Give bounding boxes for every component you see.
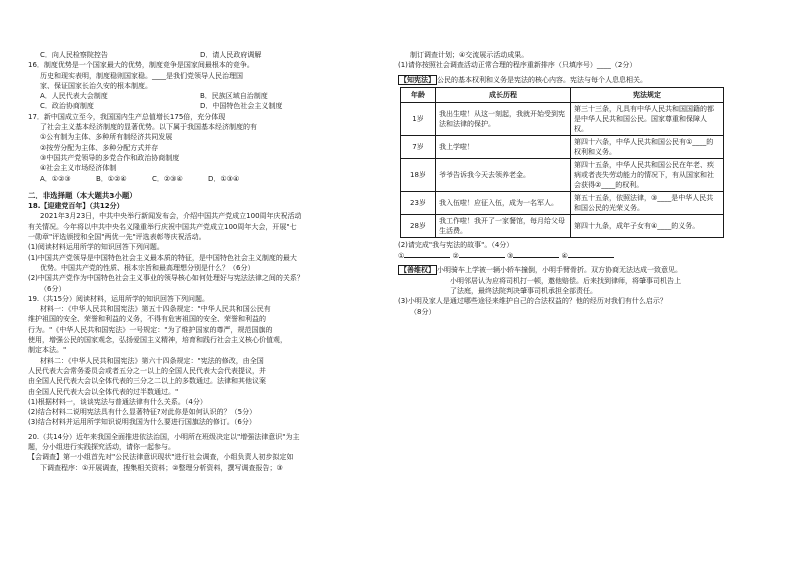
constitution-table (400, 87, 724, 238)
header-experience: 成长历程 (436, 87, 571, 102)
q16-option-c: C．政治协商制度 (40, 102, 94, 111)
q17-option-b: B．①②④ (96, 174, 127, 183)
table-row (401, 191, 724, 214)
right-column (398, 50, 764, 317)
q20-part3-score: （8分） (410, 307, 436, 316)
q17-line: 了社会主义基本经济制度的显著优势。以下属于我国基本经济制度的有 (40, 123, 257, 132)
q17-options (28, 174, 380, 184)
q19-line: 由全国人民代表大会以全体代表的三分之二以上的多数通过。法律和其他议案 (28, 377, 266, 386)
q20-line: 20.（共14分）近年来我国全面推进依法治国，小明所在班级决定以"增强法律意识"为主 (28, 432, 300, 441)
q19-line: 行为。"《中华人民共和国宪法》一号规定："为了维护国家的尊严，规范国旗的 (28, 325, 273, 334)
q16-line: 历史和现实表明，制度稳则国家稳。____是我们党领导人民治理国 (40, 71, 243, 80)
table-row (401, 135, 724, 158)
q16-option-d: D．中国特色社会主义制度 (200, 102, 283, 111)
q16-options (28, 91, 380, 101)
q20-part2-blanks (398, 250, 764, 261)
q20-part1: (1)请你按照社会调查活动正常合理的程序重新排序（只填序号）____（2分） (398, 61, 637, 70)
q20-line: 下调查程序：①开展调查，搜集相关资料；②整理分析资料，撰写调查报告；③ (40, 463, 283, 472)
blank-label: ④ (561, 252, 568, 261)
q17-line: ③中国共产党领导的多党合作和政治协商制度 (40, 153, 180, 162)
section-title: 二．非选择题（本大题共3小题） (28, 190, 137, 200)
zhixian-tag: 【知宪法】 (400, 75, 435, 84)
weiquan-line: 了法庭，最终法院判决肇事司机承担全部责任。 (450, 287, 597, 296)
q17-line: ②按劳分配为主体、多种分配方式并存 (40, 143, 159, 152)
q16-options (28, 101, 380, 111)
header-age: 年龄 (401, 87, 436, 102)
row-age: 1岁 (401, 102, 436, 135)
row-experience: 我工作啦！我开了一家餐馆，每月给父母生活费。 (436, 214, 571, 237)
q19-question: (2)结合材料二说明宪法具有什么显著特征?对此你是如何认识的？（5分） (28, 408, 257, 417)
q19-line: 材料二：《中华人民共和国宪法》第六十四条规定："宪法的修改，由全国 (40, 356, 264, 365)
row-experience: 我入伍啦！应征入伍，成为一名军人。 (436, 191, 571, 214)
q19-line: 由全国人民代表大会以全体代表的过半数通过。" (28, 387, 179, 396)
q17-option-d: D．①③④ (208, 174, 240, 183)
q16-line: 家、保证国家长治久安的根本制度。 (40, 81, 152, 90)
q15-option-d: D．请人民政府调解 (200, 51, 262, 59)
q17-line: ①公有制为主体、多种所有制经济共同发展 (40, 133, 173, 142)
table-row (401, 214, 724, 237)
row-experience: 爷爷告诉我今天去领养老金。 (436, 158, 571, 191)
q20-line: 题，分小组进行实践探究活动，请你一起参与。 (28, 442, 175, 451)
q15-options (28, 50, 380, 60)
q19-line: 维护祖国的安全、荣誉和利益的义务，不得有危害祖国的安全、荣誉和利益的 (28, 315, 266, 324)
table-row (401, 158, 724, 191)
row-law: 第三十三条，凡具有中华人民共和国国籍的都是中华人民共和国公民。国家尊重和保障人权。 (571, 102, 724, 135)
answer-blank[interactable] (513, 250, 559, 258)
q16-option-a: A．人民代表大会制度 (40, 92, 108, 101)
row-experience: 我上学啦！ (436, 135, 571, 158)
q19-question: (1)根据材料一，谈谈宪法与普通法律有什么关系。（4分） (28, 397, 207, 406)
q19-line: 材料一：《中华人民共和国宪法》第五十四条规定："中华人民共和国公民有 (40, 305, 271, 314)
weiquan-tag: 【善维权】 (400, 266, 435, 275)
q17-line: ④社会主义市场经济体制 (40, 164, 117, 173)
zhixian-intro (398, 75, 764, 85)
row-law: 第四十九条，成年子女有④____的义务。 (571, 214, 724, 237)
q18-line: (1)中国共产党领导是中国特色社会主义最本质的特征，是中国特色社会主义制度的最大 (28, 253, 297, 262)
row-experience: 我出生啦！从这一刻起，我就开始受到宪法和法律的保护。 (436, 102, 571, 135)
q16-line: 16．制度优势是一个国家最大的优势，制度竞争是国家间最根本的竞争。 (28, 61, 254, 70)
q19-question: (3)结合材料并运用所学知识说明我国为什么要进行国旗法的修订。（6分） (28, 418, 256, 427)
q18-line: 一勋章"评选颁授和全国"两优一先"评选表彰等庆祝活动。 (28, 233, 206, 242)
q18-line: 有关情况。今年将以中共中央名义隆重举行庆祝中国共产党成立100周年大会，开展"七 (28, 222, 297, 231)
q18-line: （6分） (40, 284, 66, 293)
table-header-row (401, 87, 724, 102)
q17-line: 17．新中国成立至今，我国国内生产总值增长175倍，充分体现 (28, 112, 226, 121)
answer-blank[interactable] (568, 250, 614, 258)
blank-label: ② (452, 252, 459, 261)
row-age: 7岁 (401, 135, 436, 158)
row-law: 第五十五条，依照法律，③____是中华人民共和国公民的光荣义务。 (571, 191, 724, 214)
q20-part3: (3)小明及家人是通过哪些途径来维护自己的合法权益的？他的经历对我们有什么启示？ (398, 297, 667, 306)
q16-option-b: B．民族区域自治制度 (200, 92, 268, 101)
q17-option-a: A．①②③ (40, 174, 71, 183)
q19-line: 制定本法。" (28, 346, 67, 355)
weiquan-line: 小明邻居认为应将司机打一顿，邀他赔偿。后来找到律师，将肇事司机告上 (450, 276, 681, 285)
row-law: 第四十五条，中华人民共和国公民在年老、疾病或者丧失劳动能力的情况下，有从国家和社会获得②____的权利。 (571, 158, 724, 191)
row-law: 第四十六条，中华人民共和国公民有①____的权利和义务。 (571, 135, 724, 158)
row-age: 18岁 (401, 158, 436, 191)
header-law: 宪法规定 (571, 87, 724, 102)
q18-line: (1)阅读材料运用所学的知识回答下列问题。 (28, 243, 164, 252)
answer-blank[interactable] (404, 250, 450, 258)
q19-head: 19.（共15分）阅读材料，运用所学的知识回答下列问题。 (28, 294, 210, 303)
q18-head: 18.【迎建党百年】（共12分） (28, 202, 124, 211)
q20-part2: (2)请完成"我与宪法的故事"。（4分） (398, 240, 514, 249)
q18-line: 2021年3月23日，中共中央举行新闻发布会，介绍中国共产党成立100周年庆祝活动 (40, 212, 302, 221)
row-age: 23岁 (401, 191, 436, 214)
q19-line: 人民代表大会常务委员会或者五分之一以上的全国人民代表大会代表提议，并 (28, 366, 266, 375)
blank-label: ① (398, 252, 405, 261)
blank-label: ③ (507, 252, 514, 261)
q18-line: (2)中国共产党作为中国特色社会主义事业的领导核心如何处理好与宪法法律之间的关系？ (28, 274, 304, 283)
q20-line: 【会调查】第一小组首先对"公民法律意识现状"进行社会调查，小组负责人初步拟定如 (28, 453, 294, 462)
zhixian-intro-text: 公民的基本权利和义务是宪法的核心内容。宪法与每个人息息相关。 (437, 75, 647, 84)
left-column (28, 50, 380, 473)
row-age: 28岁 (401, 214, 436, 237)
answer-blank[interactable] (459, 250, 505, 258)
continued-line: 制订调查计划；④交流展示活动成果。 (410, 51, 529, 59)
q17-option-c: C．②③④ (152, 174, 183, 183)
weiquan-text: 小明骑车上学被一辆小轿车撞倒，小明手臂骨折。双方协商无法达成一致意见。 (437, 266, 682, 275)
q18-line: 优势。中国共产党的性质、根本宗旨和最高理想分别是什么？（6分） (40, 263, 255, 272)
weiquan-line (398, 265, 764, 275)
q19-line: 使用，增强公民的国家观念，弘扬爱国主义精神，培育和践行社会主义核心价值观， (28, 336, 287, 345)
q15-option-c: C．向人民检察院控告 (40, 51, 108, 59)
table-row (401, 102, 724, 135)
